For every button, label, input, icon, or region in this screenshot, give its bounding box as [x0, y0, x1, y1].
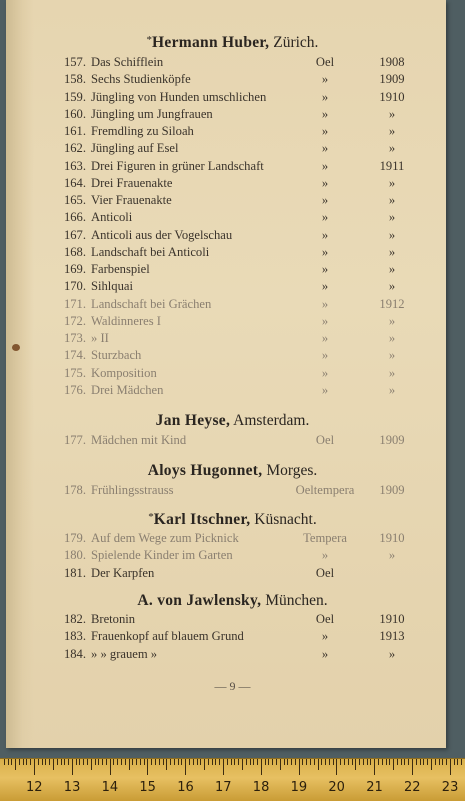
entry-number: 182. [56, 612, 86, 627]
catalog-entry [0, 262, 465, 279]
ruler-tick [333, 759, 334, 765]
entry-number: 176. [56, 383, 86, 398]
ruler-tick [26, 759, 27, 765]
ruler-number: 17 [215, 780, 232, 795]
ruler-tick [461, 759, 462, 765]
entry-year: 1909 [370, 483, 414, 498]
ruler-tick [19, 759, 20, 765]
entry-medium: » [290, 176, 360, 191]
ruler-tick [98, 759, 99, 765]
entry-title: Sturzbach [91, 348, 141, 363]
ruler-tick [412, 759, 413, 775]
ruler-tick [34, 759, 35, 775]
ruler-tick [53, 759, 54, 770]
ruler-tick [454, 759, 455, 765]
ruler-tick [193, 759, 194, 765]
catalog-entry [0, 348, 465, 365]
ruler-tick [185, 759, 186, 775]
entry-year: » [370, 647, 414, 662]
ruler-tick [45, 759, 46, 765]
entry-medium: » [290, 193, 360, 208]
ruler-tick [250, 759, 251, 765]
ruler-tick [166, 759, 167, 770]
ruler-tick [253, 759, 254, 765]
catalog-entry [0, 629, 465, 646]
ruler-tick [306, 759, 307, 765]
catalog-entry [0, 107, 465, 124]
entry-year: » [370, 107, 414, 122]
entry-title: Der Karpfen [91, 566, 154, 581]
ruler-tick [227, 759, 228, 765]
entry-medium: » [290, 647, 360, 662]
ruler-number: 12 [26, 780, 43, 795]
ruler-tick [416, 759, 417, 765]
ruler-tick [49, 759, 50, 765]
entry-number: 171. [56, 297, 86, 312]
ruler-tick [401, 759, 402, 765]
catalog-entry [0, 314, 465, 331]
artist-heading [0, 462, 465, 480]
entry-number: 167. [56, 228, 86, 243]
artist-city: Küsnacht. [250, 511, 316, 528]
ruler-tick [4, 759, 5, 765]
ruler-tick [234, 759, 235, 765]
ruler-number: 15 [139, 780, 156, 795]
entry-medium: Oel [290, 433, 360, 448]
entry-medium: » [290, 366, 360, 381]
entry-year: 1913 [370, 629, 414, 644]
artist-city: Morges. [262, 462, 317, 479]
entry-title: Bretonin [91, 612, 135, 627]
entry-year: 1911 [370, 159, 414, 174]
ruler-tick [450, 759, 451, 775]
entry-medium: » [290, 383, 360, 398]
catalog-entry [0, 331, 465, 348]
entry-title: Sihlquai [91, 279, 133, 294]
entry-title: Mädchen mit Kind [91, 433, 186, 448]
ruler-tick [215, 759, 216, 765]
ruler-tick [174, 759, 175, 765]
ruler-tick [178, 759, 179, 765]
ruler-number: 21 [366, 780, 383, 795]
entry-number: 165. [56, 193, 86, 208]
ruler-tick [246, 759, 247, 765]
ruler-tick [147, 759, 148, 775]
entry-medium: » [290, 141, 360, 156]
ruler-tick [420, 759, 421, 765]
entry-year: » [370, 279, 414, 294]
measuring-ruler [0, 758, 465, 801]
ruler-tick [64, 759, 65, 765]
member-asterisk: * [147, 34, 153, 46]
entry-number: 157. [56, 55, 86, 70]
entry-number: 163. [56, 159, 86, 174]
catalog-entry [0, 647, 465, 664]
ruler-tick [38, 759, 39, 765]
ruler-tick [11, 759, 12, 765]
entry-number: 174. [56, 348, 86, 363]
ruler-tick [439, 759, 440, 765]
entry-number: 160. [56, 107, 86, 122]
ruler-tick [374, 759, 375, 775]
ruler-tick [91, 759, 92, 770]
ruler-tick [408, 759, 409, 765]
ruler-tick [200, 759, 201, 765]
entry-number: 180. [56, 548, 86, 563]
entry-medium: Oel [290, 612, 360, 627]
entry-medium: » [290, 331, 360, 346]
ruler-tick [378, 759, 379, 765]
ruler-number: 22 [404, 780, 421, 795]
ruler-tick [87, 759, 88, 765]
ruler-tick [370, 759, 371, 765]
ruler-tick [76, 759, 77, 765]
ruler-tick [442, 759, 443, 765]
ruler-number: 16 [177, 780, 194, 795]
ruler-tick [355, 759, 356, 770]
artist-name: A. von Jawlensky, [137, 592, 261, 609]
entry-number: 170. [56, 279, 86, 294]
ruler-tick [272, 759, 273, 765]
ruler-tick [348, 759, 349, 765]
entry-number: 158. [56, 72, 86, 87]
entry-medium: » [290, 262, 360, 277]
catalog-entry [0, 72, 465, 89]
ruler-tick [30, 759, 31, 765]
artist-city: München. [261, 592, 327, 609]
entry-year: » [370, 348, 414, 363]
ruler-number: 20 [328, 780, 345, 795]
entry-medium: » [290, 314, 360, 329]
artist-name: Jan Heyse, [156, 412, 230, 429]
ruler-tick [208, 759, 209, 765]
entry-year: » [370, 245, 414, 260]
ruler-tick [129, 759, 130, 770]
entry-number: 162. [56, 141, 86, 156]
ruler-tick [151, 759, 152, 765]
ruler-tick [231, 759, 232, 765]
ruler-tick [340, 759, 341, 765]
entry-medium: » [290, 107, 360, 122]
ruler-tick [382, 759, 383, 765]
entry-number: 159. [56, 90, 86, 105]
ruler-tick [159, 759, 160, 765]
ruler-tick [359, 759, 360, 765]
entry-title: » II [91, 331, 109, 346]
catalog-entry [0, 176, 465, 193]
page-number: — 9 — [0, 679, 465, 694]
ruler-tick [257, 759, 258, 765]
ruler-tick [106, 759, 107, 765]
entry-title: Landschaft bei Anticoli [91, 245, 209, 260]
ruler-tick [110, 759, 111, 775]
entry-number: 179. [56, 531, 86, 546]
entry-title: Auf dem Wege zum Picknick [91, 531, 239, 546]
entry-title: Frühlingsstrauss [91, 483, 174, 498]
ruler-tick [8, 759, 9, 765]
ruler-tick [79, 759, 80, 765]
ruler-tick [431, 759, 432, 770]
entry-title: » » grauem » [91, 647, 157, 662]
member-asterisk: * [148, 511, 154, 523]
entry-year: 1910 [370, 612, 414, 627]
entry-title: Farbenspiel [91, 262, 150, 277]
entry-medium: Oel [290, 566, 360, 581]
ruler-tick [389, 759, 390, 765]
catalog-entry [0, 55, 465, 72]
ruler-tick [314, 759, 315, 765]
ruler-tick [287, 759, 288, 765]
entry-year: » [370, 141, 414, 156]
ruler-tick [125, 759, 126, 765]
ruler-tick [61, 759, 62, 765]
entry-number: 164. [56, 176, 86, 191]
entry-medium: Tempera [290, 531, 360, 546]
ruler-tick [238, 759, 239, 765]
entry-title: Drei Frauenakte [91, 176, 172, 191]
ruler-tick [299, 759, 300, 775]
ruler-tick [446, 759, 447, 765]
entry-number: 173. [56, 331, 86, 346]
catalog-entry [0, 193, 465, 210]
entry-year: 1910 [370, 90, 414, 105]
ruler-tick [102, 759, 103, 765]
entry-number: 168. [56, 245, 86, 260]
ruler-tick [284, 759, 285, 765]
entry-medium: » [290, 159, 360, 174]
ruler-number: 14 [102, 780, 119, 795]
catalog-entry [0, 210, 465, 227]
ruler-tick [15, 759, 16, 770]
ruler-tick [363, 759, 364, 765]
catalog-entry [0, 245, 465, 262]
entry-medium: » [290, 348, 360, 363]
ruler-tick [117, 759, 118, 765]
entry-medium: » [290, 629, 360, 644]
catalog-entry [0, 279, 465, 296]
entry-medium: » [290, 72, 360, 87]
ruler-tick [291, 759, 292, 765]
entry-year: » [370, 124, 414, 139]
entry-title: Vier Frauenakte [91, 193, 172, 208]
catalog-entry [0, 566, 465, 583]
entry-title: Komposition [91, 366, 157, 381]
ruler-tick [423, 759, 424, 765]
artist-name: Aloys Hugonnet, [148, 462, 263, 479]
catalog-entry [0, 124, 465, 141]
entry-title: Waldinneres I [91, 314, 161, 329]
ruler-tick [242, 759, 243, 770]
entry-year: » [370, 228, 414, 243]
entry-number: 181. [56, 566, 86, 581]
entry-year: » [370, 262, 414, 277]
entry-year: 1912 [370, 297, 414, 312]
entry-medium: » [290, 228, 360, 243]
ruler-number: 19 [291, 780, 308, 795]
ruler-tick [318, 759, 319, 770]
ruler-tick [42, 759, 43, 765]
entry-title: Spielende Kinder im Garten [91, 548, 233, 563]
entry-number: 184. [56, 647, 86, 662]
artist-heading [0, 412, 465, 430]
ruler-tick [435, 759, 436, 765]
entry-number: 183. [56, 629, 86, 644]
entry-title: Jüngling auf Esel [91, 141, 178, 156]
ruler-tick [344, 759, 345, 765]
artist-city: Zürich. [269, 34, 318, 51]
artist-heading [0, 34, 465, 52]
ruler-tick [189, 759, 190, 765]
ruler-tick [144, 759, 145, 765]
ruler-tick [457, 759, 458, 765]
entry-number: 169. [56, 262, 86, 277]
ruler-tick [181, 759, 182, 765]
ruler-tick [204, 759, 205, 770]
entry-medium: » [290, 297, 360, 312]
entry-year: 1908 [370, 55, 414, 70]
ruler-tick [268, 759, 269, 765]
artist-name: Karl Itschner, [154, 511, 251, 528]
ruler-tick [219, 759, 220, 765]
artist-city: Amsterdam. [230, 412, 309, 429]
entry-year: » [370, 176, 414, 191]
entry-year: » [370, 331, 414, 346]
ruler-tick [397, 759, 398, 765]
catalog-entry [0, 228, 465, 245]
catalog-entry [0, 548, 465, 565]
entry-medium: » [290, 548, 360, 563]
ruler-tick [23, 759, 24, 765]
artist-heading [0, 511, 465, 529]
entry-title: Das Schifflein [91, 55, 163, 70]
entry-title: Drei Figuren in grüner Landschaft [91, 159, 264, 174]
ruler-tick [336, 759, 337, 775]
ruler-tick [132, 759, 133, 765]
entry-medium: » [290, 90, 360, 105]
ruler-tick [325, 759, 326, 765]
entry-number: 166. [56, 210, 86, 225]
ruler-tick [393, 759, 394, 770]
ruler-tick [197, 759, 198, 765]
ruler-tick [72, 759, 73, 775]
entry-title: Fremdling zu Siloah [91, 124, 194, 139]
ruler-tick [140, 759, 141, 765]
entry-medium: » [290, 279, 360, 294]
entry-year: » [370, 314, 414, 329]
ruler-tick [170, 759, 171, 765]
entry-title: Sechs Studienköpfe [91, 72, 191, 87]
entry-year: » [370, 193, 414, 208]
entry-year: 1909 [370, 433, 414, 448]
catalog-entry [0, 612, 465, 629]
entry-title: Landschaft bei Grächen [91, 297, 211, 312]
ruler-tick [302, 759, 303, 765]
entry-year: 1910 [370, 531, 414, 546]
ruler-tick [265, 759, 266, 765]
entry-year: 1909 [370, 72, 414, 87]
ruler-tick [68, 759, 69, 765]
ruler-number: 23 [442, 780, 459, 795]
ruler-tick [280, 759, 281, 770]
entry-medium: Oel [290, 55, 360, 70]
ruler-tick [163, 759, 164, 765]
ruler-tick [329, 759, 330, 765]
entry-title: Jüngling um Jungfrauen [91, 107, 213, 122]
entry-title: Frauenkopf auf blauem Grund [91, 629, 244, 644]
ruler-tick [121, 759, 122, 765]
entry-title: Anticoli aus der Vogelschau [91, 228, 232, 243]
ruler-tick [95, 759, 96, 765]
catalog-entry [0, 433, 465, 450]
ruler-tick [155, 759, 156, 765]
ruler-tick [295, 759, 296, 765]
entry-number: 178. [56, 483, 86, 498]
entry-year: » [370, 548, 414, 563]
ruler-tick [136, 759, 137, 765]
ruler-tick [352, 759, 353, 765]
entry-medium: » [290, 245, 360, 260]
catalog-entry [0, 531, 465, 548]
ruler-tick [57, 759, 58, 765]
artist-heading [0, 592, 465, 610]
catalog-entry [0, 159, 465, 176]
ruler-tick [223, 759, 224, 775]
catalog-entry [0, 90, 465, 107]
entry-title: Jüngling von Hunden umschlichen [91, 90, 266, 105]
catalog-entry [0, 366, 465, 383]
ruler-number: 18 [253, 780, 270, 795]
ruler-tick [367, 759, 368, 765]
entry-title: Anticoli [91, 210, 132, 225]
entry-medium: » [290, 124, 360, 139]
ruler-tick [404, 759, 405, 765]
entry-number: 177. [56, 433, 86, 448]
ruler-tick [427, 759, 428, 765]
ruler-tick [261, 759, 262, 775]
entry-title: Drei Mädchen [91, 383, 163, 398]
entry-number: 175. [56, 366, 86, 381]
ruler-tick [321, 759, 322, 765]
entry-number: 161. [56, 124, 86, 139]
entry-medium: » [290, 210, 360, 225]
catalog-entry [0, 383, 465, 400]
ruler-tick [310, 759, 311, 765]
entry-number: 172. [56, 314, 86, 329]
ruler-tick [276, 759, 277, 765]
artist-name: Hermann Huber, [152, 34, 269, 51]
catalog-entry [0, 483, 465, 500]
entry-year: » [370, 366, 414, 381]
ruler-number: 13 [64, 780, 81, 795]
ruler-tick [212, 759, 213, 765]
entry-medium: Oeltempera [290, 483, 360, 498]
ruler-tick [386, 759, 387, 765]
entry-year: » [370, 210, 414, 225]
ruler-tick [113, 759, 114, 765]
catalog-entry [0, 297, 465, 314]
entry-year: » [370, 383, 414, 398]
catalog-entry [0, 141, 465, 158]
ruler-tick [83, 759, 84, 765]
